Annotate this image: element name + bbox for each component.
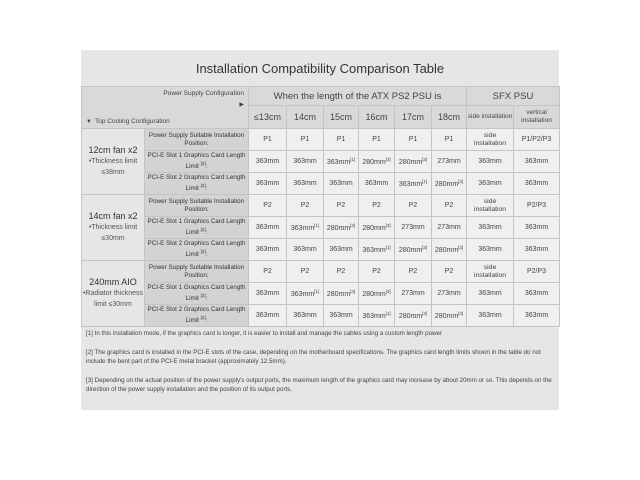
table-cell: 363mm[1] [324,151,359,173]
table-cell: 363mm [467,305,514,327]
table-cell: P2 [287,195,324,217]
table-cell: P2 [287,261,324,283]
sfx-col-header-1: vertical installation [514,106,560,129]
top-cooling-config-label: Top Cooling Configuration [94,118,170,125]
table-cell: 280mm[3] [359,151,395,173]
table-cell: 363mm [514,239,560,261]
table-row [82,239,560,261]
table-cell: 273mm [432,283,467,305]
table-cell: 280mm[3] [359,217,395,239]
table-cell: 273mm [395,217,432,239]
table-row [82,129,560,151]
cooling-group-name: 240mm AIO [89,277,137,287]
table-cell: side installation [467,129,514,151]
table-cell: 363mm [359,173,395,195]
table-cell: side installation [467,195,514,217]
table-cell: 363mm [249,239,287,261]
table-cell: 363mm [514,305,560,327]
table-cell: 280mm[3] [324,283,359,305]
length-header-3: 16cm [359,106,395,129]
table-cell: 363mm [514,173,560,195]
cooling-group-limit: •Radiator thickness limit ≤30mm [82,290,144,308]
row-label: PCI-E Slot 1 Graphics Card Length Limit [2]: [145,217,249,239]
table-cell: P2 [324,261,359,283]
table-cell: 280mm[3] [432,305,467,327]
row-label: Power Supply Suitable Installation Position: [145,129,249,151]
table-cell: 363mm [324,305,359,327]
table-cell: 363mm [467,217,514,239]
table-cell: 280mm[3] [395,305,432,327]
table-row [82,195,560,217]
table-row [82,283,560,305]
table-cell: 280mm[3] [395,151,432,173]
row-label: PCI-E Slot 2 Graphics Card Length Limit [2]: [145,305,249,327]
length-header-5: 18cm [432,106,467,129]
cooling-group-2 [82,261,145,327]
table-cell: P2/P3 [514,195,560,217]
table-cell: 363mm [287,305,324,327]
table-cell: 363mm [249,283,287,305]
table-cell: P2 [249,195,287,217]
table-cell: 363mm [287,239,324,261]
config-corner-header [82,87,249,129]
sfx-psu-header: SFX PSU [467,87,560,106]
table-cell: 273mm [432,217,467,239]
table-cell: P1 [324,129,359,151]
table-cell: P2 [249,261,287,283]
table-row [82,217,560,239]
table-cell: P2 [359,195,395,217]
table-cell: P2 [324,195,359,217]
table-row [82,305,560,327]
footnote-3: [3] Depending on the actual position of the power supply's output ports, the maximum length of the graphics card may increase by about 20mm or so. This depends on the direction of the power supply installation and the position of its output ports. [86,377,552,393]
table-cell: 363mm [324,239,359,261]
table-cell: 363mm [514,283,560,305]
power-supply-config-label: Power Supply Configuration [163,90,244,97]
table-cell: P2 [395,195,432,217]
length-header-0: ≤13cm [249,106,287,129]
table-cell: 363mm [249,217,287,239]
table-cell: 363mm [514,217,560,239]
table-cell: 280mm[3] [395,239,432,261]
table-cell: 280mm[3] [324,217,359,239]
table-cell: 280mm[3] [359,283,395,305]
length-header-4: 17cm [395,106,432,129]
atx-length-header: When the length of the ATX PS2 PSU is [249,87,467,106]
row-label: PCI-E Slot 2 Graphics Card Length Limit [2]: [145,173,249,195]
table-row [82,151,560,173]
table-cell: P1 [432,129,467,151]
cooling-group-1 [82,195,145,261]
row-label: PCI-E Slot 1 Graphics Card Length Limit [2]: [145,151,249,173]
table-cell: P2 [432,195,467,217]
table-body [82,129,560,327]
table-cell: P1 [249,129,287,151]
table-cell: 363mm [467,173,514,195]
length-header-2: 15cm [324,106,359,129]
table-cell: P1/P2/P3 [514,129,560,151]
triangle-down-icon: ▼ [86,119,92,125]
footnote-2: [2] The graphics card is installed in the PCI-E slots of the case, depending on the motherboard specifications. The graphics card length limits shown in the table do not include the bent part of the PCI-E metal bracket (approximately 12.5mm). [86,349,541,365]
footnotes [81,329,559,404]
table-cell: 363mm [249,151,287,173]
table-cell: 363mm [287,151,324,173]
compatibility-table [81,86,560,327]
table-cell: side installation [467,261,514,283]
page-title: Installation Compatibility Comparison Table [195,61,445,76]
table-cell: 363mm [287,173,324,195]
table-cell: P2 [432,261,467,283]
table-cell: 363mm [467,239,514,261]
length-header-1: 14cm [287,106,324,129]
footnote-1: [1] In this installation mode, if the graphics card is longer, it is easier to install and manage the cables using a custom length power [86,330,442,337]
cooling-group-0 [82,129,145,195]
row-label: PCI-E Slot 1 Graphics Card Length Limit [2]: [145,283,249,305]
compatibility-card [81,50,559,410]
cooling-group-limit: •Thickness limit ≤30mm [88,224,138,242]
row-label: Power Supply Suitable Installation Position: [145,261,249,283]
table-row [82,173,560,195]
table-cell: 363mm [514,151,560,173]
table-cell: P2/P3 [514,261,560,283]
table-cell: 363mm [467,283,514,305]
cooling-group-limit: •Thickness limit ≤38mm [88,158,138,176]
table-cell: 363mm[1] [395,173,432,195]
table-cell: 363mm[1] [287,217,324,239]
row-label: PCI-E Slot 2 Graphics Card Length Limit [2]: [145,239,249,261]
table-cell: 363mm[1] [359,239,395,261]
table-cell: P1 [395,129,432,151]
table-cell: 280mm[3] [432,173,467,195]
cooling-group-name: 14cm fan x2 [88,211,138,221]
table-cell: P1 [287,129,324,151]
table-cell: 363mm[1] [287,283,324,305]
table-cell: 363mm [249,173,287,195]
table-cell: P2 [359,261,395,283]
row-label: Power Supply Suitable Installation Position: [145,195,249,217]
table-cell: 273mm [432,151,467,173]
table-cell: 363mm[1] [359,305,395,327]
table-cell: P2 [395,261,432,283]
cooling-group-name: 12cm fan x2 [88,145,138,155]
table-row [82,261,560,283]
sfx-col-header-0: side installation [467,106,514,129]
table-cell: 363mm [467,151,514,173]
top-cooling-config-wrap [86,118,170,125]
table-cell: 363mm [324,173,359,195]
table-cell: 273mm [395,283,432,305]
table-cell: P1 [359,129,395,151]
table-cell: 280mm[3] [432,239,467,261]
table-cell: 363mm [249,305,287,327]
triangle-right-icon: ▶ [239,102,244,108]
